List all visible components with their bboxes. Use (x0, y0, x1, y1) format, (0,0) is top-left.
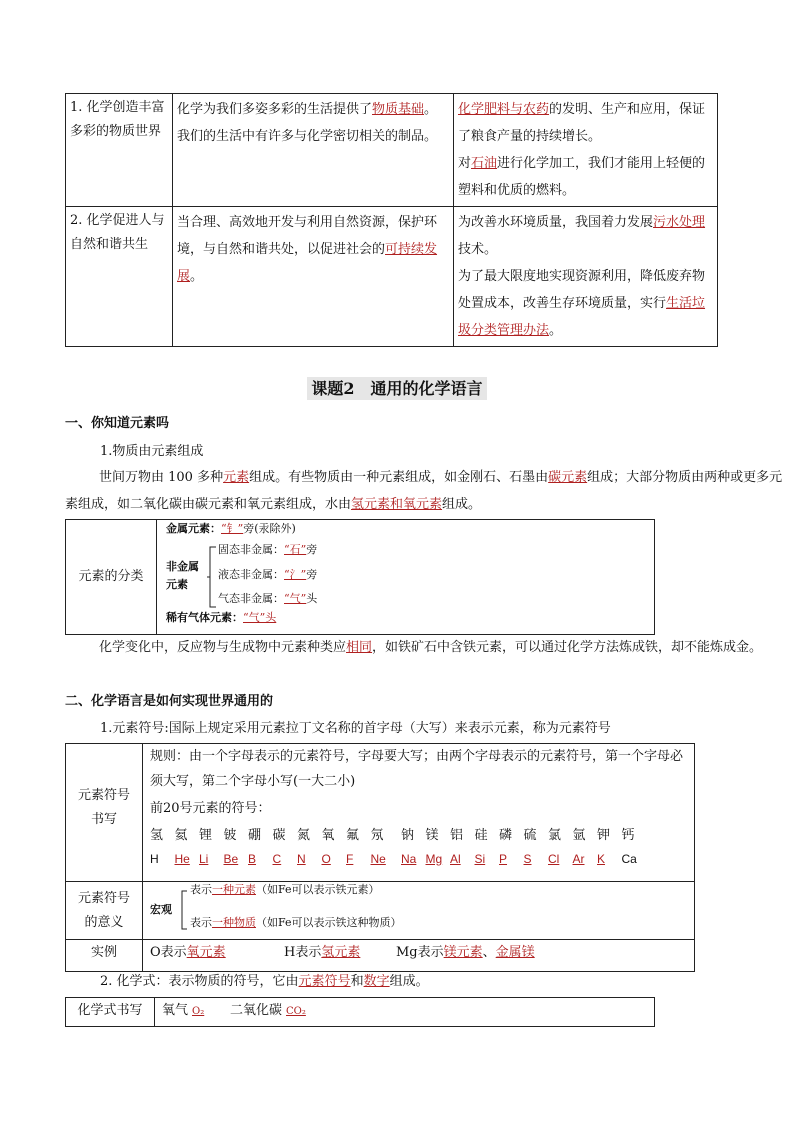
content-cell (454, 207, 718, 347)
key-term: 可持续发展 (177, 242, 438, 284)
text: 组成；大部分物质由两种或更多元素组成，如二氧化碳由碳元素和氧元素组成，水由 (65, 470, 783, 512)
example-label: 实例 (90, 945, 117, 960)
key-term: 镁元素 (443, 945, 483, 960)
key-term: 物质基础 (372, 102, 425, 117)
element-name: 硅 (474, 828, 488, 843)
element-name: 磷 (499, 828, 513, 843)
element-name: 氖 (370, 828, 384, 843)
key-term: 元素 (223, 470, 250, 485)
text: 。我们的生活中有许多与化学密切相关的制品。 (177, 102, 438, 144)
symbols-table (65, 743, 695, 972)
bracket-icon (207, 546, 217, 608)
element-symbol: S (523, 852, 532, 866)
write-label: 元素符号书写 (77, 788, 130, 827)
text: 当合理、高效地开发与利用自然资源，保护环境，与自然和谐共处，以促进社会的 (177, 215, 438, 257)
gas-line (218, 590, 317, 608)
first20-label: 前20号元素的符号： (150, 801, 271, 816)
element-name: 氯 (548, 828, 562, 843)
text: O表示 (150, 945, 187, 960)
text: 、 (482, 945, 496, 960)
rule-text: 规则：由一个字母表示的元素符号，字母要大写；由两个字母表示的元素符号，第一个字母必须大写，第二个字母小写(一大二小) (150, 749, 684, 789)
topic-text: 2. 化学促进人与自然和谐共生 (70, 213, 165, 252)
element-symbol: Si (474, 852, 486, 866)
element-name: 钙 (621, 828, 635, 843)
key-term: “钅” (221, 522, 244, 535)
example-1 (150, 941, 226, 965)
element-name: 氧 (321, 828, 335, 843)
rare-gas-line (166, 609, 276, 627)
element-symbol: K (597, 852, 606, 866)
text: 为改善水环境质量，我国着力发展 (458, 215, 654, 230)
text: 技术。 (458, 242, 498, 257)
example-3 (396, 941, 535, 965)
key-term: “石” (284, 543, 307, 556)
key-term: 相同 (346, 640, 373, 655)
formula-co2 (230, 998, 310, 1025)
text: Mg表示 (396, 945, 444, 960)
text: 进行化学加工，我们才能用上轻便的塑料和优质的燃料。 (458, 156, 706, 198)
element-symbol: Na (401, 852, 417, 866)
text: ，如铁矿石中含铁元素，可以通过化学方法炼成铁，却不能炼成金。 (372, 640, 763, 655)
element-symbol: B (248, 852, 257, 866)
table-row (66, 94, 718, 207)
intro-table (65, 93, 718, 347)
element-name: 硫 (523, 828, 537, 843)
element-name: 镁 (425, 828, 439, 843)
content-cell (173, 94, 454, 207)
text: 表示 (190, 883, 212, 896)
subsection-heading (100, 970, 429, 994)
text: 液态非金属： (218, 568, 284, 581)
text: 组成。 (389, 974, 429, 989)
key-term: 金属镁 (495, 945, 535, 960)
text: 。 (190, 269, 204, 284)
element-symbol: P (499, 852, 508, 866)
subsection-heading: 1.物质由元素组成 (100, 444, 204, 459)
key-term: 元素符号 (298, 974, 351, 989)
element-name: 硼 (248, 828, 262, 843)
text: 金属元素： (166, 522, 221, 535)
element-name: 氮 (297, 828, 311, 843)
text: （如Fe可以表示铁元素） (256, 883, 380, 896)
macro-meaning-1 (190, 881, 380, 899)
key-term: “气”头 (243, 611, 277, 624)
macro-meaning-2 (190, 914, 402, 932)
key-term: 生活垃圾分类管理办法 (458, 296, 706, 338)
section-heading: 一、你知道元素吗 (65, 416, 170, 431)
element-symbol: F (346, 852, 354, 866)
text: 氧气 (162, 1003, 189, 1018)
element-symbol: He (174, 852, 190, 866)
key-term: 污水处理 (653, 215, 706, 230)
key-term: CO₂ (286, 1006, 306, 1017)
metal-line (166, 520, 296, 538)
key-term: 数字 (363, 974, 390, 989)
formula-label: 化学式书写 (66, 998, 155, 1026)
key-term: 氢元素 (321, 945, 361, 960)
paragraph (65, 634, 787, 661)
element-symbol: O (321, 852, 331, 866)
content-cell (173, 207, 454, 347)
macro-label: 宏观 (150, 903, 172, 916)
key-term: 一种物质 (212, 916, 256, 929)
text: 世间万物由 100 多种 (99, 470, 224, 485)
text: 对 (458, 156, 472, 171)
element-symbol: Ca (621, 852, 637, 866)
element-name: 氢 (150, 828, 164, 843)
classification-label: 元素的分类 (66, 520, 157, 634)
text: 组成。有些物质由一种元素组成，如金刚石、石墨由 (249, 470, 549, 485)
table-row (66, 207, 718, 347)
text: 。 (549, 323, 563, 338)
formula-table (65, 997, 655, 1027)
key-term: 一种元素 (212, 883, 256, 896)
element-name: 铝 (450, 828, 464, 843)
content-cell (454, 94, 718, 207)
meaning-label: 元素符号的意义 (77, 891, 130, 930)
element-symbol: Cl (548, 852, 560, 866)
subsection-heading: 1.元素符号:国际上规定采用元素拉丁文名称的首字母（大写）来表示元素，称为元素符号 (100, 721, 611, 736)
element-symbol: N (297, 852, 306, 866)
key-term: 氢元素和氧元素 (351, 497, 443, 512)
text: 2. 化学式：表示物质的符号，它由 (100, 974, 299, 989)
classification-box (65, 519, 655, 635)
text: （如Fe可以表示铁这种物质） (256, 916, 402, 929)
text: 和 (350, 974, 364, 989)
lesson-title-text: 课题2 通用的化学语言 (307, 377, 486, 400)
text: 头 (306, 592, 318, 605)
text: 表示 (190, 916, 212, 929)
element-name: 铍 (223, 828, 237, 843)
text: 化学为我们多姿多彩的生活提供了 (177, 102, 373, 117)
element-symbol: Li (199, 852, 209, 866)
text: 固态非金属： (218, 543, 284, 556)
text: 旁(汞除外) (243, 522, 296, 535)
element-symbol: Be (223, 852, 239, 866)
section-heading: 二、化学语言是如何实现世界通用的 (65, 694, 274, 709)
text: 旁 (306, 568, 318, 581)
nonmetal-label: 非金属元素 (166, 560, 199, 591)
text: 化学变化中，反应物与生成物中元素种类应 (99, 640, 347, 655)
element-symbol: C (272, 852, 282, 866)
key-term: 石油 (471, 156, 498, 171)
text: 的发明、生产和应用，保证了粮食产量的持续增长。 (458, 102, 706, 144)
text: 稀有气体元素： (166, 611, 243, 624)
element-symbol: Al (450, 852, 461, 866)
text: 组成。 (442, 497, 482, 512)
solid-line (218, 541, 317, 559)
element-name: 氟 (346, 828, 360, 843)
key-term: “气” (284, 592, 307, 605)
bracket-icon (180, 890, 188, 930)
key-term: “氵” (284, 568, 307, 581)
element-symbol: Ar (572, 852, 585, 866)
example-2 (284, 941, 360, 965)
key-term: O₂ (192, 1006, 205, 1017)
text: 为了最大限度地实现资源利用，降低废弃物处置成本，改善生存环境质量，实行 (458, 269, 706, 311)
topic-cell (66, 207, 173, 347)
text: H表示 (284, 945, 322, 960)
key-term: 氧元素 (186, 945, 226, 960)
paragraph (65, 464, 787, 518)
key-term: 碳元素 (548, 470, 588, 485)
element-name: 碳 (272, 828, 286, 843)
lesson-title (0, 376, 794, 399)
element-name: 锂 (199, 828, 213, 843)
element-symbol: Mg (425, 852, 443, 866)
text: 旁 (306, 543, 318, 556)
element-name: 氦 (174, 828, 188, 843)
liquid-line (218, 566, 317, 584)
element-symbol: H (150, 852, 159, 866)
element-name: 氩 (572, 828, 586, 843)
element-symbol: Ne (370, 852, 386, 866)
key-term: 化学肥料与农药 (458, 102, 550, 117)
formula-oxygen (162, 998, 208, 1025)
topic-cell (66, 94, 173, 207)
text: 二氧化碳 (230, 1003, 283, 1018)
element-name: 钠 (401, 828, 415, 843)
element-name: 钾 (597, 828, 611, 843)
text: 气态非金属： (218, 592, 284, 605)
topic-text: 1. 化学创造丰富多彩的物质世界 (70, 100, 165, 139)
